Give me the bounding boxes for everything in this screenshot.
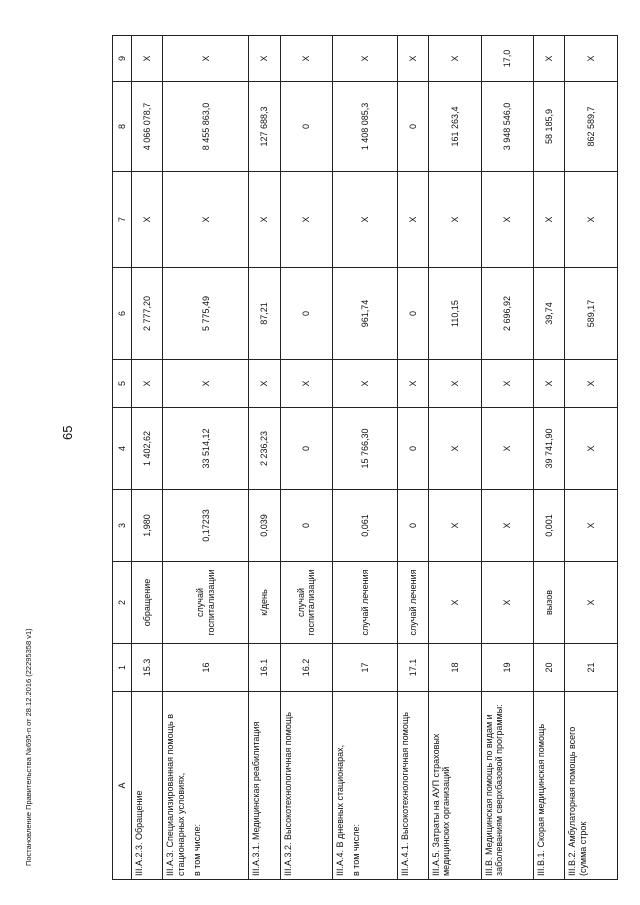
table-row (481, 36, 533, 880)
cell: 127 688,3 (249, 82, 280, 172)
cell: случай лечения (397, 562, 428, 644)
cell: 87,21 (249, 268, 280, 360)
table-row (565, 36, 618, 880)
cell: 19 (481, 644, 533, 692)
cell: 0,061 (333, 490, 398, 562)
data-table (112, 35, 618, 880)
cell: 20 (534, 644, 565, 692)
cell: 2 777,20 (132, 268, 163, 360)
cell: 21 (565, 644, 618, 692)
cell: 8 455 863,0 (163, 82, 249, 172)
cell: 3 948 546,0 (481, 82, 533, 172)
cell: случай госпитализации (280, 562, 332, 644)
cell: X (565, 408, 618, 490)
cell: 0 (397, 408, 428, 490)
header-cell: 1 (113, 644, 132, 692)
header-cell: A (113, 692, 132, 880)
cell: X (481, 360, 533, 408)
cell: 17.1 (397, 644, 428, 692)
cell: 18 (429, 644, 481, 692)
cell: обращение (132, 562, 163, 644)
cell: X (280, 36, 332, 82)
header-cell: 9 (113, 36, 132, 82)
cell: 16 (163, 644, 249, 692)
cell: X (397, 360, 428, 408)
cell: X (333, 36, 398, 82)
cell: X (163, 360, 249, 408)
cell: случай госпитализации (163, 562, 249, 644)
cell: X (565, 360, 618, 408)
row-label-cell (397, 692, 428, 880)
cell: 16.1 (249, 644, 280, 692)
page-number: 65 (60, 425, 75, 440)
cell: 0 (280, 490, 332, 562)
table-row (429, 36, 481, 880)
cell: X (397, 172, 428, 268)
row-label: III.А.4.1. Высокотехнологичная помощь (399, 712, 410, 876)
cell: 1 402,62 (132, 408, 163, 490)
header-cell: 6 (113, 268, 132, 360)
row-label-cell (333, 692, 398, 880)
row-label-cell (565, 692, 618, 880)
cell: 0 (397, 490, 428, 562)
header-cell: 4 (113, 408, 132, 490)
cell: X (280, 360, 332, 408)
row-label-cell (481, 692, 533, 880)
cell: X (481, 408, 533, 490)
cell: 16.2 (280, 644, 332, 692)
cell: 0 (397, 82, 428, 172)
cell: 39 741,90 (534, 408, 565, 490)
cell: X (565, 490, 618, 562)
cell: 0 (280, 268, 332, 360)
cell: X (429, 360, 481, 408)
cell: 17,0 (481, 36, 533, 82)
cell: 4 066 078,7 (132, 82, 163, 172)
cell: к/день (249, 562, 280, 644)
cell: 862 589,7 (565, 82, 618, 172)
header-cell: 8 (113, 82, 132, 172)
cell: 15 766,30 (333, 408, 398, 490)
row-label-cell (249, 692, 280, 880)
row-label: III.А.2.3. Обращение (134, 790, 144, 876)
row-label: III.А.3.1. Медицинская реабилитация (251, 721, 262, 876)
cell: 33 514,12 (163, 408, 249, 490)
cell: 0 (280, 408, 332, 490)
row-label: III.А.4. В дневных стационарах, (335, 744, 346, 876)
cell: X (534, 36, 565, 82)
cell: X (163, 172, 249, 268)
cell: X (481, 172, 533, 268)
rotated-table-wrapper (112, 36, 618, 880)
row-label: III.А.3.2. Высокотехнологичная помощь (282, 712, 293, 876)
row-label: III.В.2. Амбулаторная помощь всего (сумма строк (567, 726, 588, 876)
cell: X (333, 172, 398, 268)
cell: 17 (333, 644, 398, 692)
header-cell: 3 (113, 490, 132, 562)
cell: 2 696,92 (481, 268, 533, 360)
table-row (249, 36, 280, 880)
row-label-sub: в том числе: (351, 824, 362, 876)
cell: X (249, 36, 280, 82)
cell: X (481, 562, 533, 644)
cell: X (429, 562, 481, 644)
cell: случай лечения (333, 562, 398, 644)
row-label-cell (163, 692, 249, 880)
cell: X (565, 36, 618, 82)
cell: 0 (397, 268, 428, 360)
cell: X (429, 490, 481, 562)
cell: 1,980 (132, 490, 163, 562)
header-row (113, 36, 132, 880)
cell: 58 185,9 (534, 82, 565, 172)
row-label: III.А.5. Затраты на АУП страховых медицинских организаций (431, 733, 452, 876)
cell: 39,74 (534, 268, 565, 360)
cell: 15.3 (132, 644, 163, 692)
header-cell: 7 (113, 172, 132, 268)
header-cell: 5 (113, 360, 132, 408)
row-label-sub: в том числе: (192, 824, 203, 876)
cell: 110,15 (429, 268, 481, 360)
cell: 5 775,49 (163, 268, 249, 360)
cell: X (534, 172, 565, 268)
cell: 961,74 (333, 268, 398, 360)
document-footer: Постановление Правительства №695-п от 28.12.2016 (22295358 v1) (24, 628, 33, 866)
cell: X (249, 172, 280, 268)
row-label: III.А.3. Специализированная помощь в стационарных условиях, (165, 714, 186, 876)
cell: X (565, 562, 618, 644)
cell: X (280, 172, 332, 268)
cell: 161 263,4 (429, 82, 481, 172)
cell: вызов (534, 562, 565, 644)
cell: X (429, 408, 481, 490)
cell: 2 236,23 (249, 408, 280, 490)
cell: 0,039 (249, 490, 280, 562)
table-row (534, 36, 565, 880)
cell: X (429, 36, 481, 82)
cell: X (534, 360, 565, 408)
cell: 1 408 085,3 (333, 82, 398, 172)
cell: X (132, 36, 163, 82)
header-cell: 2 (113, 562, 132, 644)
row-label-cell (429, 692, 481, 880)
cell: X (163, 36, 249, 82)
cell: X (249, 360, 280, 408)
table-row (333, 36, 398, 880)
row-label: III.В.1. Скорая медицинская помощь (536, 723, 547, 876)
row-label-cell (534, 692, 565, 880)
row-label: III.В. Медицинская помощь по видам и заболеваниям сверхбазовой программы: (483, 704, 504, 876)
cell: X (132, 172, 163, 268)
cell: 0,17233 (163, 490, 249, 562)
cell: X (429, 172, 481, 268)
table-row (132, 36, 163, 880)
cell: X (481, 490, 533, 562)
cell: 0,001 (534, 490, 565, 562)
cell: X (333, 360, 398, 408)
row-label-cell (280, 692, 332, 880)
cell: X (397, 36, 428, 82)
table-row (397, 36, 428, 880)
cell: 0 (280, 82, 332, 172)
table-row (163, 36, 249, 880)
cell: X (132, 360, 163, 408)
cell: X (565, 172, 618, 268)
table-row (280, 36, 332, 880)
row-label-cell (132, 692, 163, 880)
cell: 589,17 (565, 268, 618, 360)
